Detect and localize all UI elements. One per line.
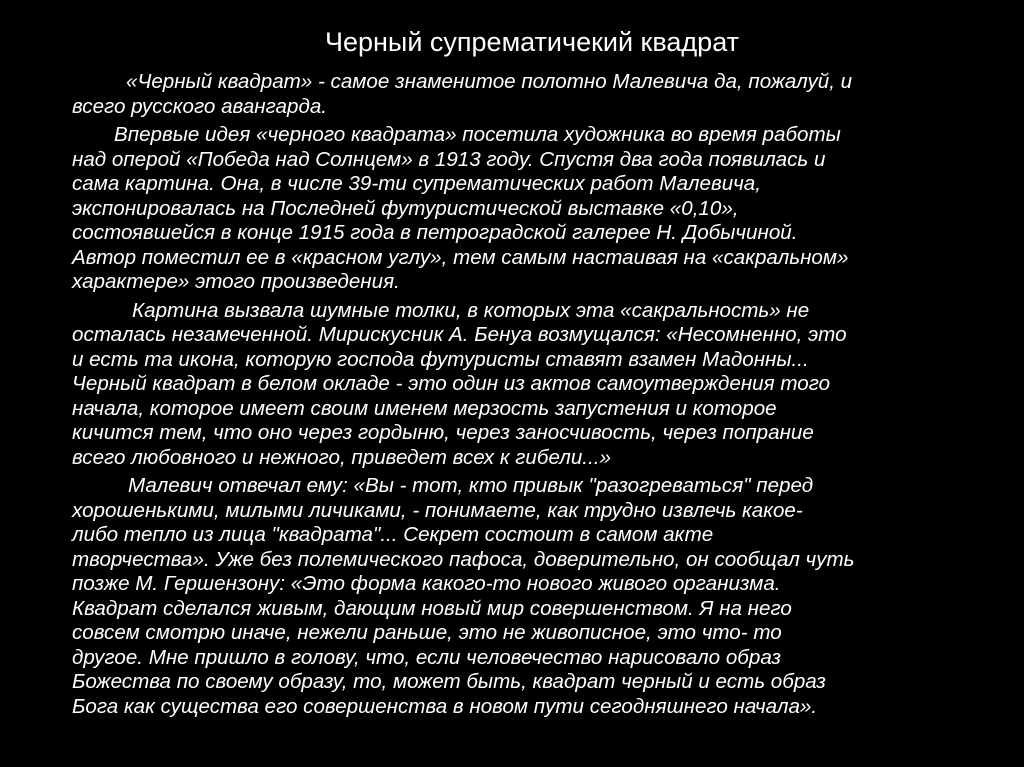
paragraph-1 bbox=[72, 70, 992, 119]
text-line: другое. Мне пришло в голову, что, если человечество нарисовало образ bbox=[72, 645, 781, 669]
text-line: совсем смотрю иначе, нежели раньше, это не живописное, это что- то bbox=[72, 621, 782, 644]
paragraph-4 bbox=[72, 474, 992, 719]
text-line: Впервые идея «черного квадрата» посетила художника во время работы bbox=[114, 123, 841, 146]
text-line: Божества по своему образу, то, может быть, квадрат черный и есть образ bbox=[72, 670, 826, 693]
paragraph-3 bbox=[72, 299, 992, 471]
text-line: Картина вызвала шумные толки, в которых эта «сакральность» не bbox=[132, 298, 810, 322]
text-line: экспонировалась на Последней футуристической выставке «0,10», bbox=[72, 196, 739, 220]
text-line: характере» этого произведения. bbox=[72, 270, 400, 293]
text-line: Черный квадрат в белом окладе - это один из актов самоутверждения того bbox=[72, 372, 831, 395]
text-line: творчества». Уже без полемического пафоса, доверительно, он сообщал чуть bbox=[72, 547, 855, 571]
text-line: Бога как существа его совершенства в новом пути сегодняшнего начала». bbox=[72, 694, 818, 718]
text-line: либо тепло из лица "квадрата"... Секрет состоит в самом акте bbox=[72, 523, 714, 546]
text-line: осталась незамеченной. Мирискусник А. Бенуа возмущался: «Несомненно, это bbox=[72, 323, 847, 346]
text-line: кичится тем, что оно через гордыню, через заносчивость, через попрание bbox=[72, 421, 814, 444]
slide-title: Черный супрематичекий квадрат bbox=[324, 27, 739, 57]
text-line: над оперой «Победа над Солнцем» в 1913 году. Спустя два года появилась и bbox=[72, 147, 826, 171]
text-line: всего русского авангарда. bbox=[72, 94, 328, 118]
text-line: и есть та икона, которую господа футуристы ставят взамен Мадонны... bbox=[72, 347, 809, 371]
text-line: хорошенькими, милыми личиками, - понимаете, как трудно извлечь какое- bbox=[72, 498, 803, 522]
text-line: Малевич отвечал ему: «Вы - тот, кто привык "разогреваться" перед bbox=[128, 474, 814, 497]
text-line: Квадрат сделался живым, дающим новый мир совершенством. Я на него bbox=[72, 596, 792, 620]
text-line: Автор поместил ее в «красном углу», тем самым настаивая на «сакральном» bbox=[72, 245, 849, 269]
text-line: всего любовного и нежного, приведет всех к гибели...» bbox=[72, 445, 611, 469]
slide-body bbox=[72, 70, 992, 719]
text-line: «Черный квадрат» - самое знаменитое полотно Малевича да, пожалуй, и bbox=[126, 70, 853, 93]
text-line: начала, которое имеет своим именем мерзость запустения и которое bbox=[72, 396, 777, 420]
text-line: состоявшейся в конце 1915 года в петроградской галерее Н. Добычиной. bbox=[72, 221, 798, 244]
paragraph-2 bbox=[72, 123, 992, 295]
text-line: сама картина. Она, в числе 39-ти супрематических работ Малевича, bbox=[72, 172, 761, 195]
text-line: позже М. Гершензону: «Это форма какого-то нового живого организма. bbox=[72, 572, 781, 595]
